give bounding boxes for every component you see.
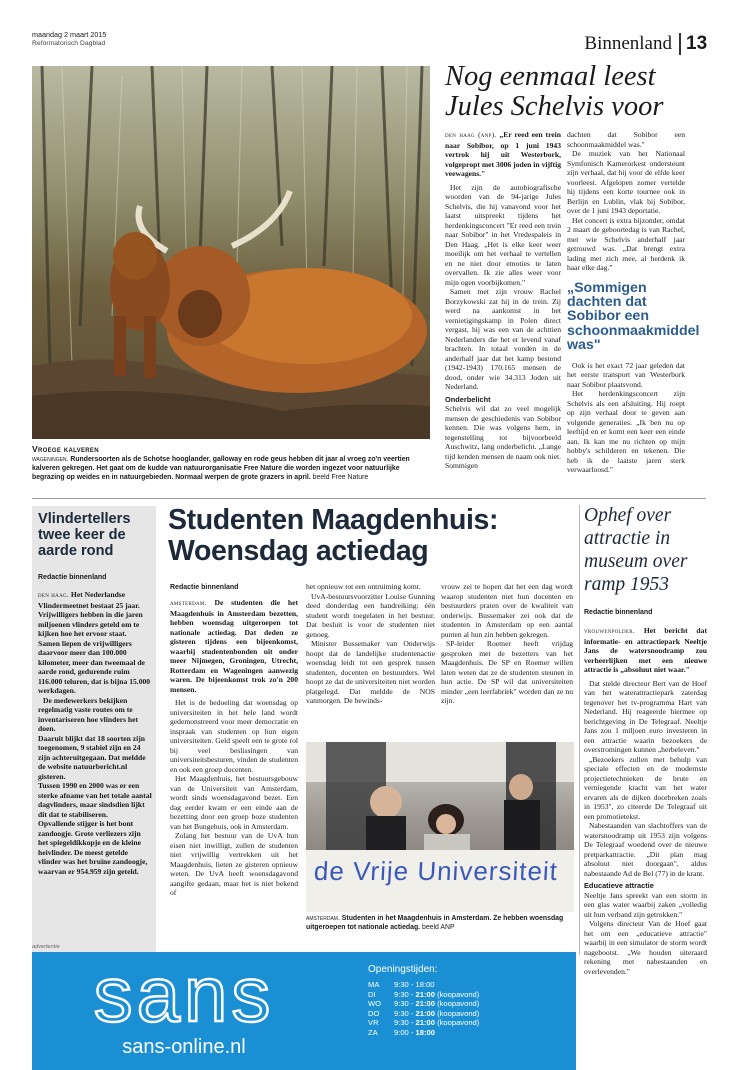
ramp-byline: Redactie binnenland <box>584 609 653 616</box>
paragraph: Het zijn de autobiografische woorden van de 94-jarige Jules Schelvis, die hij vanavond voor het laatst uitspreekt tijdens het herdenkingsconcert "Er reed een trein naar Sobibor" in het Vredespaleis in Den Haag. „Het is elke keer weer moeilijk om het verhaal te vertellen en ne niet door emoties te laten overvallen. Ik zie alles weer voor mijn ogen voorbijkomen." <box>445 182 561 287</box>
paragraph: De medewerkers bekijken regelmatig vaste routes om te inventariseren hoe vlinders het doen. <box>38 695 139 733</box>
studenten-column-1 <box>170 598 298 950</box>
hours-time: 9:30 - <box>394 1018 416 1028</box>
headline-line-2: Woensdag actiedag <box>168 535 429 567</box>
dateline: den haag. <box>38 591 70 599</box>
paragraph: Daaruit blijkt dat 18 soorten zijn toegenomen, 9 stabiel zijn en 24 zijn achteruitgegaan. Dat meldde de website natuurbericht.nl gisteren. <box>38 733 146 781</box>
hours-time: 9:30 - 18:00 <box>394 980 435 989</box>
headline-line-1: Nog eenmaal leest <box>445 61 656 92</box>
article-lead: Het Nederlandse Vlindermeetnet bestaat 25 jaar. Vrijwilligers hebben in die jaren miljoenen vlinders geteld om te kijken hoe het ervoor staat. <box>38 590 143 638</box>
hours-day: WO <box>368 999 382 1009</box>
paragraph: Ook is het exact 72 jaar geleden dat het eerste transport van Westerbork naar Sobibor plaatsvond. <box>567 360 685 389</box>
ad-label: advertentie <box>32 944 60 950</box>
hours-day: ZA <box>368 1027 378 1037</box>
paragraph: UvA-bestuursvoorzitter Louise Gunning deed donderdag een handreiking: één student wordt toegelaten in het bestuur. Dat besluit is voor de studenten niet genoeg. <box>306 591 435 639</box>
cows-photo <box>32 66 430 439</box>
vlinders-text <box>38 590 152 955</box>
paragraph: De muziek van het Nationaal Symfonisch Kamerorkest ondersteunt zijn verhaal, dat hij voor de elfde keer voorleest. Afgelopen zomer vertelde hij tijdens een korte tournee ook in Berlijn en Lublin, vlak bij Sobibor, over de 1 juni 1943 deportatie. <box>567 149 685 215</box>
schelvis-column-2 <box>567 130 700 475</box>
hours-row <box>368 990 568 1000</box>
ad-url[interactable]: sans-online.nl <box>122 1036 246 1058</box>
article-lead: „Er reed een trein naar Sobibor, op 1 juni 1943 vertrok hij uit Westerbork, volgepropt met 3006 joden in vijftig veewagens." <box>445 130 562 178</box>
paragraph: Het concert is extra bijzonder, omdat 2 maart de geboortedag is van Rachel, met wie Schelvis anderhalf jaar getrouwd was. „Dat brengt extra lading met zich mee, al herdenk ik haar elke dag." <box>567 215 685 272</box>
headline-line-2: Jules Schelvis voor <box>445 91 664 122</box>
students-photo <box>306 742 574 912</box>
hours-row <box>368 1028 568 1038</box>
page-number: 13 <box>686 33 708 54</box>
paragraph: Het herdenkingsconcert zijn Schelvis als een afsluiting. Hij roept op zijn verhaal door te geven aan volgende generaties. „Ik ben nu op leeftijd en er komt een keer een einde aan. Ik kan me nu richten op mijn hobby's schilderen en tekenen. Die heb ik de laatste jaren sterk verwaarloosd." <box>567 389 685 475</box>
banner-text: de Vrije Universiteit <box>313 856 559 886</box>
paragraph: Minister Bussemaker van Onderwijs hoopt dat de landelijke studentenactie woensdag leidt tot een gesprek tussen studenten, docenten en bestuurders. Wel hoopt ze dat de universiteiten niet worden platgelegd. Dat meldde de NOS vanmorgen. De bewinds- <box>306 639 435 705</box>
paragraph: Het is de bedoeling dat woensdag op universiteiten in het hele land wordt gedemonstreerd voor meer democratie en inspraak van studenten op hun eigen universiteiten. Geld speelt een te grote rol bij veel beslissingen van universiteitsbesturen, vinden de studenten en ook een groep docenten. <box>170 698 298 774</box>
headline-line-1: Studenten Maagdenhuis: <box>168 504 499 536</box>
ad-hours-table <box>368 980 568 1038</box>
students-caption <box>306 915 574 933</box>
subheading: Onderbelicht <box>445 394 491 404</box>
hours-late: 21:00 <box>415 989 435 999</box>
paragraph: Tussen 1990 en 2000 was er een sterke afname van het totale aantal dagvlinders, maar sindsdien lijkt dit dat te stabiliseren. <box>38 781 152 819</box>
paragraph: Opvallende stijger is het bont zandoogje. Grote verliezers zijn het spiegeldikkopje en de kleine heivlinder. De meest getelde vlinder was het bruine zandoogje, waarvan er 954.959 zijn geteld. <box>38 819 148 876</box>
caption-text: Rundersoorten als de Schotse hooglander, galloway en rode geus hebben dit jaar al vroeg zo'n veertien kalveren gekregen. Het gaat om de kudde van natuurorganisatie Free Nature die worden ingezet voor natuurlijke begrazing op weides en in natuurgebieden. Normaal werpen de grote grazers in april. <box>32 456 410 481</box>
article-lead: Het bericht dat informatie- en attractiepark Neeltje Jans de watersnoodramp zou verheerlijken met een nieuwe attractie is „absoluut niet waar." <box>584 626 707 674</box>
newspaper-name: Reformatorisch Dagblad <box>32 40 106 47</box>
sans-advertisement[interactable] <box>32 952 576 1070</box>
paragraph: SP-leider Roemer heeft vrijdag gesproken met de bezetters van het Maagdenhuis. De SP en Roemer willen laten weten dat ze de studenten steunen in hun actie. De SP wil dat universiteiten minder „een leerfabriek" worden dan ze nu zijn. <box>441 639 573 705</box>
paragraph: het opnieuw tot een ontruiming komt. <box>306 582 421 591</box>
hours-time: 9:30 - <box>394 999 416 1009</box>
photo-credit: beeld Free Nature <box>312 473 369 481</box>
hours-row <box>368 980 568 990</box>
studenten-headline <box>168 505 573 567</box>
header-divider <box>679 33 681 55</box>
hours-row <box>368 1009 568 1019</box>
hours-day: DO <box>368 1008 380 1018</box>
dateline: amsterdam. <box>170 599 207 607</box>
hours-late: 21:00 <box>415 1018 435 1028</box>
vlinders-byline: Redactie binnenland <box>38 574 107 581</box>
hours-day: DI <box>368 989 376 999</box>
paragraph: „Bezoekers zullen met behulp van speciale effecten en de modernste projectietechnieken de brute en verniegende kracht van het water ervaren als de dijken doorbreken zoals in 1953", zo citeerde De Telegraaf uit een promotietekst. <box>584 754 707 821</box>
paragraph: Schelvis wil dat zo veel mogelijk mensen de geschiedenis van Sobibor kennen. Die was volgens hem, in tegenstelling tot bijvoorbeeld Auschwitz, lang onderbelicht. „Lange tijd kenden mensen de naam ook niet. Sommigen <box>445 404 561 470</box>
section-title: Binnenland <box>584 33 672 54</box>
paragraph: Samen liepen de vrijwilligers daarvoor meer dan 100.000 kilometer, meer dan tweemaal de aarde rond, gedurende ruim 116.000 teluren, dat is bijna 15.000 werkdagen. <box>38 638 151 695</box>
hours-time: 9:30 - <box>394 989 416 999</box>
studenten-column-3 <box>441 582 573 738</box>
paragraph: Nabestaanden van slachtoffers van de watersnoodramp uit 1953 zijn volgens De Telegraaf woedend over de nieuwe pretparkattractie. „Dit plan mag absoluut niet doorgaan", aldus nabestaande Ad de Bel (77) in de krant. <box>584 821 707 878</box>
hours-time: 9:30 - <box>394 1008 416 1018</box>
hours-late: 18:00 <box>415 1027 435 1037</box>
schelvis-headline <box>445 62 663 122</box>
pull-quote: „Sommigen dachten dat Sobibor een schoonmaakmiddel was" <box>567 279 700 354</box>
hours-note: (koopavond) <box>434 1018 480 1028</box>
paragraph: Zolang het bestuur van de UvA hun eisen niet inwilligt, zullen de studenten niet vrijwillig vertrekken uit het Maagdenhuis, lieten ze gisteren opnieuw weten. De UvA heeft woensdagavond aangifte gedaan, maar het is niet bekend of <box>170 831 298 897</box>
cows-caption-title: Vroege kalveren <box>32 444 99 454</box>
hours-row <box>368 1018 568 1028</box>
paragraph: vrouw zei te hopen dat het een dag wordt waarop studenten met hun docenten en bestuurders praten over de kwaliteit van onderwijs. Bussemaker zei ook dat de studenten in Amsterdam op een aantal punten al hun zin hebben gekregen. <box>441 582 573 639</box>
paragraph: Het Maagdenhuis, het bestuursgebouw van de Universiteit van Amsterdam, wordt sinds woensdagavond bezet. Een dag eerder kwam er een einde aan de bezetting door een groep boze studenten van het Bungehuis, ook in Amsterdam. <box>170 774 298 831</box>
caption-dateline: amsterdam. <box>306 915 340 922</box>
highland-cows-image <box>32 66 430 439</box>
hours-late: 21:00 <box>415 1008 435 1018</box>
ramp-headline: Ophef over attractie in museum over ramp 1953 <box>584 505 688 595</box>
cows-caption <box>32 456 432 482</box>
subheading: Educatieve attractie <box>584 881 654 890</box>
hours-late: 21:00 <box>415 999 435 1009</box>
column-rule <box>579 505 580 955</box>
hours-note: (koopavond) <box>434 999 480 1009</box>
caption-dateline: wageningen. <box>32 456 69 463</box>
schelvis-column-1 <box>445 130 562 470</box>
hours-time: 9:00 - <box>394 1027 416 1037</box>
ramp-column <box>584 626 707 1068</box>
ad-brand-logo: sans <box>93 950 275 1038</box>
issue-date: maandag 2 maart 2015 <box>32 30 107 39</box>
hours-row <box>368 999 568 1009</box>
hours-day: MA <box>368 980 380 989</box>
dateline: vrouwenpolder. <box>584 627 635 635</box>
paragraph: dachten dat Sobibor een schoonmaakmiddel was." <box>567 130 685 149</box>
studenten-byline: Redactie binnenland <box>170 584 239 591</box>
section-rule <box>32 498 706 499</box>
hours-note: (koopavond) <box>434 1008 480 1018</box>
paragraph: Dat stelde directeur Bert van de Hoef van het waterattractiepark zaterdag tegenover het tv-programma Hart van Nederland. Hij reageerde hiermee op berichtgeving in De Telegraaf. Neeltje Jans zou 1 miljoen euro investeren in een attractie waarin bezoekers de overstromingen kunnen „herbeleven." <box>584 678 707 754</box>
studenten-column-2 <box>306 582 435 738</box>
hours-day: VR <box>368 1018 379 1028</box>
hours-note: (koopavond) <box>434 989 480 999</box>
article-lead: De studenten die het Maagdenhuis in Amsterdam bezetten, hebben woensdag uitgeroepen tot nationale actiedag. Dat deden ze gisteren tijdens een bijeenkomst, waarbij studentenbonden uit onder meer Nijmegen, Groningen, Utrecht, Rotterdam en Wageningen aanwezig waren. De bijeenkomst trok zo'n 200 mensen. <box>170 598 298 694</box>
paragraph: Samen met zijn vrouw Rachel Borzykowski zat hij in de trein. Zij werd na aankomst in het vernietigingskamp in Polen direct vergast, hij was een van de achttien Nederlanders die het er levend vanaf brachten. In totaal vonden in de anderhalf jaar dat het kamp bestond (1942-1943) 170.165 mensen de dood, onder wie 34.313 Joden uit Nederland. <box>445 287 561 391</box>
dateline: den haag (anp). <box>445 131 497 139</box>
vlinders-headline: Vlindertellers twee keer de aarde rond <box>38 511 131 559</box>
ad-hours-title: Openingstijden: <box>368 964 438 975</box>
caption-text: Studenten in het Maagdenhuis in Amsterdam. Ze hebben woensdag uitgeroepen tot nationale actiedag. <box>306 915 564 931</box>
paragraph: Neeltje Jans spreekt van een storm in een glas water waarbij zaken „volledig uit hun verband zijn getrokken." <box>584 890 707 919</box>
students-image <box>306 742 574 912</box>
paragraph: Volgens directeur Van de Hoef gaat het om een „educatieve attractie" waarbij in een simulator de storm wordt nagebootst. „We houden uiteraard rekening met nabestaanden en overlevenden." <box>584 919 707 976</box>
photo-credit: beeld ANP <box>422 923 455 931</box>
